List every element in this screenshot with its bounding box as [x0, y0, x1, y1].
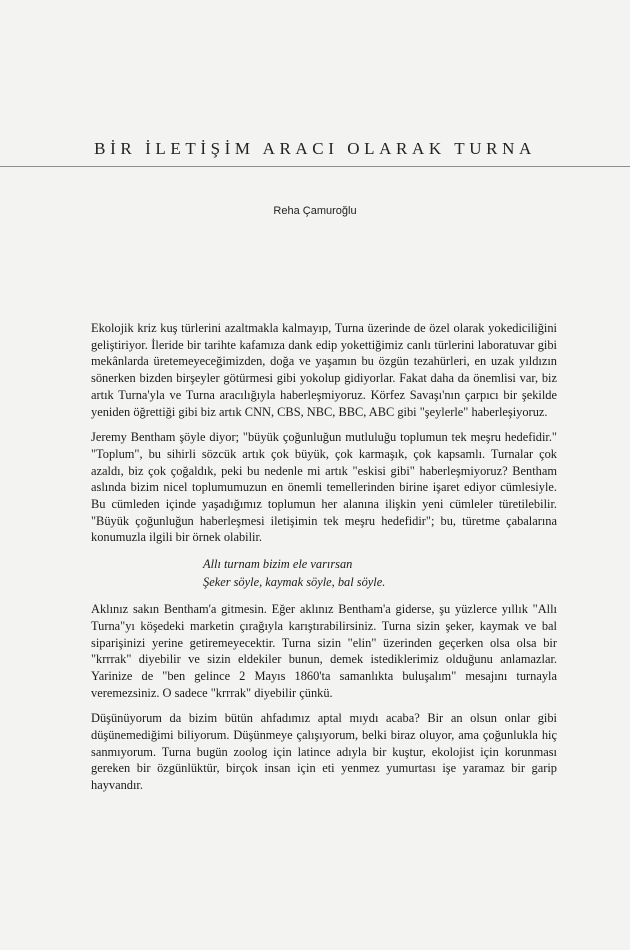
verse-line-2: Şeker söyle, kaymak söyle, bal söyle. [203, 575, 386, 590]
title-divider [0, 166, 630, 167]
paragraph-3: Aklınız sakın Bentham'a gitmesin. Eğer aklınız Bentham'a giderse, şu yüzlerce yıllık "Allı Turna"yı köşedeki marketin çırağıyla karıştırabilirsiniz. Turna sizin şeker, kaymak ve bal siparişinizi yerine getiremeyecektir. Turna sizin "elin" üzerinden geçerken olsa olsa bir "krrrak" diyebilir ve sizin eldekiler bunun, demek istediklerimiz olduğunu anlamazlar. Yarinize de "ben gelince 2 Mayıs 1860'ta samanlıkta buluşalım" mesajını turnayla veremezsiniz. O sadece "krrrak" diyebilir çünkü. [91, 602, 557, 700]
article-body [91, 320, 557, 803]
paragraph-4: Düşünüyorum da bizim bütün ahfadımız aptal mıydı acaba? Bir an olsun onlar gibi düşünemediğimi biliyorum. Düşünmeye çalışıyorum, belki biraz oluyor, ama çoğunlukla hiç sanmıyorum. Turna bugün zoolog için latince adıyla bir kuştur, ekolojist için korunması gereken bir özgünlüktür, birçok insan için eti yenmez yumurtası işe yaramaz bir garip hayvandır. [91, 711, 557, 793]
verse-line-1: Allı turnam bizim ele varırsan [203, 557, 353, 572]
article-author: Reha Çamuroğlu [273, 205, 357, 217]
paragraph-1: Ekolojik kriz kuş türlerini azaltmakla kalmayıp, Turna üzerinde de özel olarak yokediciliğini geliştiriyor. İleride bir tarihte kafamıza dank edip yokettiğimiz canlı türlerini laboratuvar gibi mekânlarda üretemeyeceğimizden, doğa ve yaşamın bu özgün tezahürleri, en uzak yıldızın sönerken bizden birşeyler götürmesi gibi yokolup gidiyorlar. Fakat daha da önemlisi var, biz artık Turna'yla ve Turna aracılığıyla haberleşmiyoruz. Körfez Savaşı'nın çarpıcı bir şekilde yeniden öğrettiği gibi biz artık CNN, CBS, NBC, BBC, ABC gibi "şeylerle" haberleşiyoruz. [91, 321, 557, 419]
verse-quote [203, 555, 557, 591]
paragraph-2: Jeremy Bentham şöyle diyor; "büyük çoğunluğun mutluluğu toplumun tek meşru hedefidir." "Toplum", bu sihirli sözcük artık çok büyük, çok karmaşık, çok kapsamlı. Turnalar çok azaldı, biz çok çoğaldık, peki bu nedenle mi artık "eskisi gibi" haberleşmiyoruz? Bentham aslında bizim nicel toplumumuzun en önemli temellerinden birine işaret ediyor cümlesiyle. Bu cümleden içinde yaşadığımız toplumun her alanına ilişkin yeni cümleler türetilebilir. "Büyük çoğunluğun haberleşmesi iletişimin tek meşru hedefidir"; bu, türetme çabalarına konumuzla ilgili bir örnek olabilir. [91, 430, 557, 545]
article-title: BİR İLETİŞİM ARACI OLARAK TURNA [94, 139, 536, 158]
